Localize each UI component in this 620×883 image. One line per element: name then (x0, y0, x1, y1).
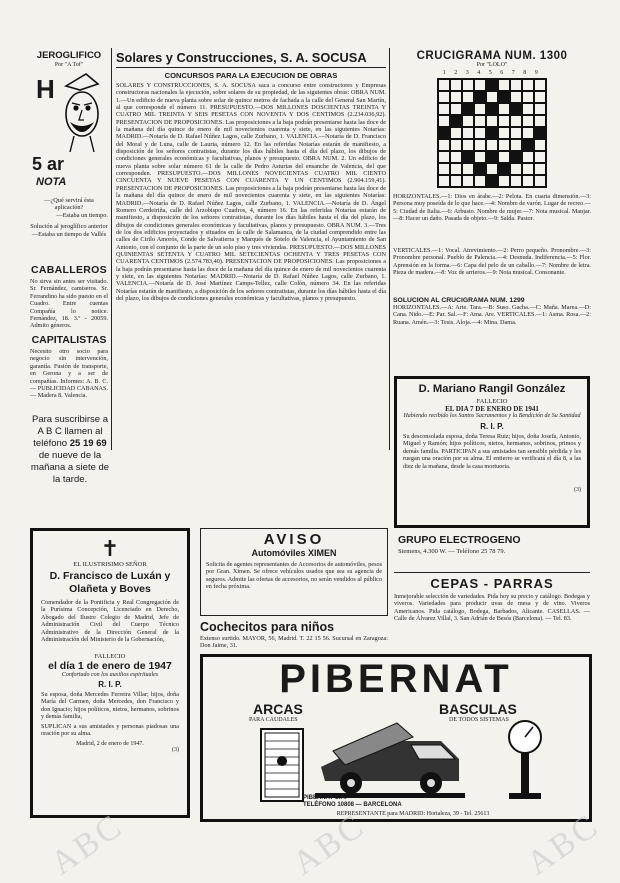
crossword-cell (534, 103, 546, 115)
crucigrama-verticales: VERTICALES.—1: Vocal. Atrevimiento.—2: Perro pequeño. Pronombre.—3: Pronombre personal. Pueblo de Palencia.—4: Desnuda. Indiferencia.—5: Flor. Aprensión en la forma.—6: Capa del pelo de un caballo.—7: Nombre de letra. Pieza de madera.—8: Voz de arrieros.—9: Nota musical. Consonante. (393, 247, 591, 277)
crossword-cell (486, 127, 498, 139)
jeroglifico-question: —¿Qué servirá ésta aplicación? (44, 197, 94, 212)
pibernat-arcas: ARCAS (253, 701, 303, 717)
esquela-rangil-name: D. Mariano Rangil González (418, 383, 566, 395)
cochecitos-title: Cochecitos para niños (200, 620, 335, 634)
cochecitos-body: Extenso surtido. MAYOR, 56, Madrid. T. 22 15 56. Sucursal en Zaragoza: Don Jaime, 31. (200, 635, 388, 649)
crossword-cell (474, 139, 486, 151)
esquela-luxan-date: el día 1 de enero de 1947 (48, 660, 172, 672)
crucigrama-horizontales: HORIZONTALES.—1: Dios en árabe.—2: Pelota. En cuarta dimensión.—3: Persona muy poseída de lo que hace.—4: Nombre de varón. Lugar de recreo.—5: Ciudad de Italia.—6: Arbusto. Nombre de mujer.—7: Nota musical. Manjar.—8: Hacer un daño. Pasada de objeto.—9: Salda. Pastor. (393, 193, 591, 223)
esquela-luxan-corner: (3) (172, 747, 179, 753)
socusa-title: Solares y Construcciones, S. A. SOCUSA (116, 50, 386, 68)
telefono-number: 25 19 69 (69, 438, 107, 449)
crossword-cell (522, 127, 534, 139)
crossword-cell (522, 103, 534, 115)
crossword-cell (486, 79, 498, 91)
crossword-cell (498, 127, 510, 139)
esquela-luxan-fallecio: FALLECIO (94, 653, 126, 660)
crossword-cell (510, 91, 522, 103)
grupo-electrogeno-title: GRUPO ELECTROGENO (398, 534, 521, 546)
crossword-cell (462, 103, 474, 115)
crossword-cell (462, 91, 474, 103)
crucigrama-col-numbers: 1 2 3 4 5 6 7 8 9 (442, 70, 542, 76)
crossword-cell (498, 115, 510, 127)
crossword-cell (498, 175, 510, 187)
crossword-cell (522, 79, 534, 91)
crossword-cell (450, 79, 462, 91)
capitalistas-title: CAPITALISTAS (31, 334, 107, 346)
crossword-cell (486, 139, 498, 151)
crossword-cell (438, 103, 450, 115)
crossword-cell (462, 79, 474, 91)
pibernat-footer: REPRESENTANTE para MADRID: Hortaleza, 39 - Tel. 25613 (336, 811, 490, 817)
crossword-cell (450, 175, 462, 187)
crossword-cell (462, 115, 474, 127)
crossword-cell (534, 139, 546, 151)
pibernat-footer-left: PIBERNAT S.A. (303, 795, 347, 801)
aviso-ad (200, 528, 388, 616)
cepas-parras-body: Inmejorable selección de variedades. Pida hoy su precio y catálogo. Bodegas y viveros. Variedades para producir uvas de mesa y de vino. Viveros Americanos. Pida catálogo, Bodega, Barbados, Alicante. CASELLAS. — Calle de Álvarez Villal, 3. San Adrián de Besós (Barcelona). — Tel. 83. (394, 593, 590, 623)
crossword-cell (486, 175, 498, 187)
crossword-cell (462, 163, 474, 175)
abc-watermark-left: ABC (44, 806, 131, 883)
cochecitos-ad (200, 620, 388, 650)
esquela-luxan-body: Comendador de la Pontificia y Real Congregación de la Purísima Concepción, Licenciado en Derecho, Abogado del Ilustre Colegio de Madrid, Jefe de Administración Civil del Cuerpo Técnico Administrativo de la Dirección General de la Administración del Ministerio de la Gobernación, (41, 599, 179, 644)
crossword-cell (498, 139, 510, 151)
crossword-cell (438, 163, 450, 175)
capitalistas-text: Necesito otro socio para negocio sin intervención, garantía. Fusión de transporte, en Gerona y a ser de compañías. Informes: A. B. C. — PUBLICIDAD CABANAS. — Madera 8. Valencia. (30, 348, 108, 400)
crossword-cell (498, 79, 510, 91)
crossword-cell (450, 115, 462, 127)
crossword-cell (510, 163, 522, 175)
crossword-cell (498, 91, 510, 103)
crossword-cell (486, 151, 498, 163)
crossword-cell (534, 127, 546, 139)
crossword-cell (462, 151, 474, 163)
crucigrama-block (393, 50, 591, 372)
crossword-cell (486, 103, 498, 115)
esquela-luxan-intro: EL ILUSTRISIMO SEÑOR (73, 561, 147, 568)
column-rule-1 (111, 48, 112, 450)
esquela-luxan-suplican: SUPLICAN a sus amistades y personas piadosas una oración por su alma. (41, 723, 179, 738)
crossword-cell (462, 127, 474, 139)
esquela-rangil-fallecio: FALLECIO (476, 398, 508, 405)
caballeros-text: No sirva sin antes ser visitado. Sr. Fernández, camiseros. Sr. Ferrandino ha sido puesto en el Cuadro. Entre cuentas Compañía lo notice. Fernández, 18. 3.º - 20059. Admito géneros. (30, 278, 108, 330)
pibernat-ad (200, 654, 592, 822)
truck-on-scale-illustration (315, 707, 465, 799)
caricature-face-illustration (56, 72, 108, 154)
crossword-cell (534, 115, 546, 127)
jeroglifico-solution: —Estaba un tiempo de Vallés (31, 230, 107, 238)
esquela-luxan-rip: R. I. P. (98, 680, 122, 689)
safe-illustration (259, 727, 305, 803)
pibernat-brand: PIBERNAT (279, 657, 513, 701)
crossword-cell (510, 127, 522, 139)
crossword-cell (486, 163, 498, 175)
esquela-rangil-sub: Habiendo recibido los Santos Sacramentos y la Bendición de Su Santidad (403, 413, 581, 419)
crossword-cell (450, 151, 462, 163)
socusa-body: SOLARES Y CONSTRUCCIONES, S. A. SOCUSA saca a concurso entre constructores y Empresas constructoras nacionales la ejecución, sobre solares de su propiedad, de las siguientes obras: OBRA NUM. 1.—Un edificio de nueva planta sobre solar de quince metros de fachada a la calle del General San Martín, al que corresponde el número 11. PRESUPUESTO.—DOS MILLONES DOSCIENTAS TREINTA Y CUATRO MIL TREINTA Y SEIS PESETAS CON NOVENTA Y DOS CENTIMOS (2.234.036,92). PRESENTACION DE PROPOSICIONES. Las proposiciones a la baja podrán presentarse hasta las doce de la mañana del día quince de enero de mil novecientos cuarenta y siete, en las siguientes Notarías: MADRID.—Notaría de D. Rafael Núñez Lagos, calle Zurbano, 1. VALENCIA.—Notaría de D. Francisco del Moral y de Luna, calle de Lauria, número 12. En las referidas Notarías estarán de manifiesto, a disposición de los señores contratistas, durante los días hábiles hasta el día del plazo, los dibujos de condiciones generales económicas y facultativas, planos y presupuesto. OBRA NUM. 2. Un edificio de nueva planta sobre solar número 61 de la calle de Pedro Asturias del ensanche de Valencia, del que corresponden. PRESUPUESTO.—DOS MILLONES NOVECIENTAS CUATRO MIL CIENTO CINCUENTA Y NUEVE PESETAS CON CUARENTA Y UN CENTIMOS (2.904.159,41). PRESENTACION DE PROPOSICIONES. Las proposiciones a la baja podrán presentarse hasta las doce de la mañana del día quince de enero de mil novecientos cuarenta y siete, en las siguientes Notarías: MADRID.—Notaría de D. Rafael Núñez Lagos, calle Zurbano, 1. VALENCIA.—Notaría de D. Ángel Romero Cerdeiriña, calle del Arzobispo Cuadros, 4, número 16. En las referidas Notarías estarán de manifiesto, a disposición de los señores contratistas, durante los días hábiles hasta el día del plazo, los dibujos de condiciones generales económicas y facultativas, planos y presupuesto. OBRA NUM. 3.—Tres de los dos edificios proyectados y situados en la calle de Salamanca, de la ciudad comprendido entre las calles de Cirilo Amorós, Conde de Salvatierra y Marqués de Sotelo de Valencia, el Ayuntamiento de San Antonio, con el conjunto de la parte de un solo piso y tres viviendas. PRESUPUESTO.—DOS MILLONES QUINIENTAS SETENTA Y CUATRO MIL SETECIENTAS OCHENTA Y TRES PESETAS CON CUARENTA CENTIMOS (2.574.783,40). PRESENTACION DE PROPOSICIONES. Las proposiciones a la baja podrán presentarse hasta las doce de la mañana del día quince de enero de mil novecientos cuarenta y siete, en las siguientes Notarías: MADRID.—Notaría de D. Rafael Núñez Lagos, calle Zurbano, 1. VALENCIA.—Notaría de D. José Martínez Camps-Tellez, calle Colón, número 34. En las referidas Notarías estarán de manifiesto, a disposición de los señores contratistas, durante los días hábiles hasta el día del plazo, los dibujos de condiciones generales económicas y facultativas, planos y presupuesto. (116, 82, 386, 302)
crucigrama-solution-title: SOLUCION AL CRUCIGRAMA NUM. 1299 (393, 297, 525, 304)
pibernat-arcas-sub: PARA CAUDALES (249, 717, 298, 723)
esquela-luxan-footer: Madrid, 2 de enero de 1947. (76, 741, 144, 747)
crossword-cell (474, 175, 486, 187)
jeroglifico-puzzle (30, 72, 108, 197)
crossword-cell (450, 163, 462, 175)
crossword-cell (438, 115, 450, 127)
crucigrama-solution-text: HORIZONTALES.—A: Arte. Tara.—B: Suso. Gacha.—C: Maña. Marea.—D: Cana. Nido.—E: Par. Sal.—F: Ama. Are. VERTICALES.—1: Asma. Rosa.—2: Ruana. Amén.—3: Tesis. Aloja.—4: Mina. Dama. (393, 304, 591, 326)
crossword-cell (438, 151, 450, 163)
crossword-cell (438, 91, 450, 103)
crossword-cell (438, 79, 450, 91)
jeroglifico-block (30, 50, 108, 260)
grupo-electrogeno-ad (398, 534, 590, 570)
capitalistas-block (30, 334, 108, 410)
crossword-cell (474, 151, 486, 163)
caballeros-block (30, 264, 108, 330)
esquela-rangil-date: EL DIA 7 DE ENERO DE 1941 (445, 405, 539, 413)
esquela-rangil-rip: R. I. P. (480, 422, 504, 431)
column-rule-2 (389, 48, 390, 450)
crossword-cell (510, 79, 522, 91)
crossword-cell (474, 91, 486, 103)
jeroglifico-answer-label: —Estaba un tiempo. (56, 211, 108, 219)
socusa-subtitle: CONCURSOS PARA LA EJECUCION DE OBRAS (164, 71, 338, 80)
esquela-luxan-name: D. Francisco de Luxán y Olañeta y Boves (49, 570, 171, 595)
jeroglifico-author: Por "A Tof" (54, 62, 84, 68)
grupo-electrogeno-body: Siemens, 4.300 W. — Teléfono 25 78 79. (398, 548, 506, 555)
crossword-cell (474, 103, 486, 115)
pibernat-footer-mid: TELÉFONO 10808 — BARCELONA (303, 802, 402, 808)
crossword-cell (510, 151, 522, 163)
crucigrama-author: Por "LOLO" (476, 62, 508, 68)
pibernat-basculas-sub: DE TODOS SISTEMAS (449, 717, 509, 723)
crossword-cell (534, 163, 546, 175)
crossword-cell (522, 91, 534, 103)
crossword-cell (462, 139, 474, 151)
telefono-text: Para suscribirse a A B C llamen al teléfono (31, 414, 109, 449)
esquela-rangil-corner: (3) (574, 487, 581, 493)
pibernat-basculas: BASCULAS (439, 701, 517, 717)
crossword-cell (534, 151, 546, 163)
crossword-cell (534, 79, 546, 91)
esquela-rangil-body: Su desconsolada esposa, doña Teresa Ruiz; hijos, doña Josefa, Antonio, Miguel y Ramón; hijos políticos, nietos, hermanos, sobrinos, primos y demás familia. PARTICIPAN a sus amistades tan sensible pérdida y les ruegan una oración por su alma. El entierro se verificará el día 8, a las diez de la mañana, desde la casa mortuoria. (403, 433, 581, 470)
jeroglifico-title: JEROGLIFICO (36, 50, 102, 61)
cross-icon: ✝ (100, 536, 120, 561)
crossword-cell (450, 139, 462, 151)
telefono-text-2: de nueve de la mañana a siete de la tarde. (30, 450, 110, 485)
crossword-cell (438, 127, 450, 139)
crossword-cell (450, 103, 462, 115)
crossword-cell (474, 115, 486, 127)
crossword-cell (486, 115, 498, 127)
socusa-block (116, 50, 386, 448)
crossword-grid (437, 78, 547, 188)
crossword-cell (522, 151, 534, 163)
esquela-luxan (30, 528, 190, 818)
crossword-cell (498, 151, 510, 163)
cepas-parras-ad (394, 572, 590, 656)
crossword-cell (510, 115, 522, 127)
jeroglifico-solution-title: Solución al jeroglífico anterior (30, 223, 108, 231)
crossword-cell (522, 175, 534, 187)
crucigrama-title: CRUCIGRAMA NUM. 1300 (416, 50, 568, 62)
crossword-cell (522, 163, 534, 175)
telefono-notice (30, 414, 110, 485)
crossword-cell (438, 139, 450, 151)
crossword-cell (486, 91, 498, 103)
aviso-body: Solicita de agentes representantes de Accesorios de automóviles, pesos por Gran. Ximen. Se ofrece vehículos usados que sea su agencia de seguros. Admite las ofertas de accesorios, no serán vendidos al público en fecha próxima. (206, 561, 382, 591)
esquela-rangil (394, 376, 590, 528)
crossword-cell (534, 91, 546, 103)
crossword-cell (498, 103, 510, 115)
crossword-cell (474, 79, 486, 91)
jeroglifico-nota: NOTA (36, 176, 67, 188)
crossword-cell (474, 163, 486, 175)
crossword-cell (522, 139, 534, 151)
crossword-cell (510, 175, 522, 187)
esquela-luxan-sub: Confortado con los auxilios espirituales (61, 672, 159, 678)
cepas-parras-title: CEPAS - PARRAS (430, 576, 554, 591)
scale-dial-illustration (503, 719, 547, 803)
crossword-cell (498, 163, 510, 175)
crossword-cell (450, 127, 462, 139)
abc-watermark-mid: ABC (286, 806, 373, 883)
aviso-brand: Automóviles XIMEN (251, 548, 337, 558)
abc-watermark-right: ABC (520, 806, 607, 883)
crossword-cell (462, 175, 474, 187)
crossword-cell (522, 115, 534, 127)
caballeros-title: CABALLEROS (31, 264, 107, 276)
jeroglifico-letter-h: H (36, 74, 55, 104)
crossword-cell (450, 91, 462, 103)
crossword-cell (534, 175, 546, 187)
crossword-cell (474, 127, 486, 139)
jeroglifico-number: 5 ar (32, 154, 65, 174)
crossword-cell (510, 103, 522, 115)
crossword-cell (510, 139, 522, 151)
aviso-title: AVISO (263, 531, 325, 548)
crossword-cell (438, 175, 450, 187)
esquela-luxan-family: Su esposa, doña Mercedes Ferreira Villar; hijos, doña María del Carmen, doña Mercedes, don Francisco y don Ignacio; hijos políticos, nietos, hermanos, sobrinos y demás familia, (41, 691, 179, 721)
